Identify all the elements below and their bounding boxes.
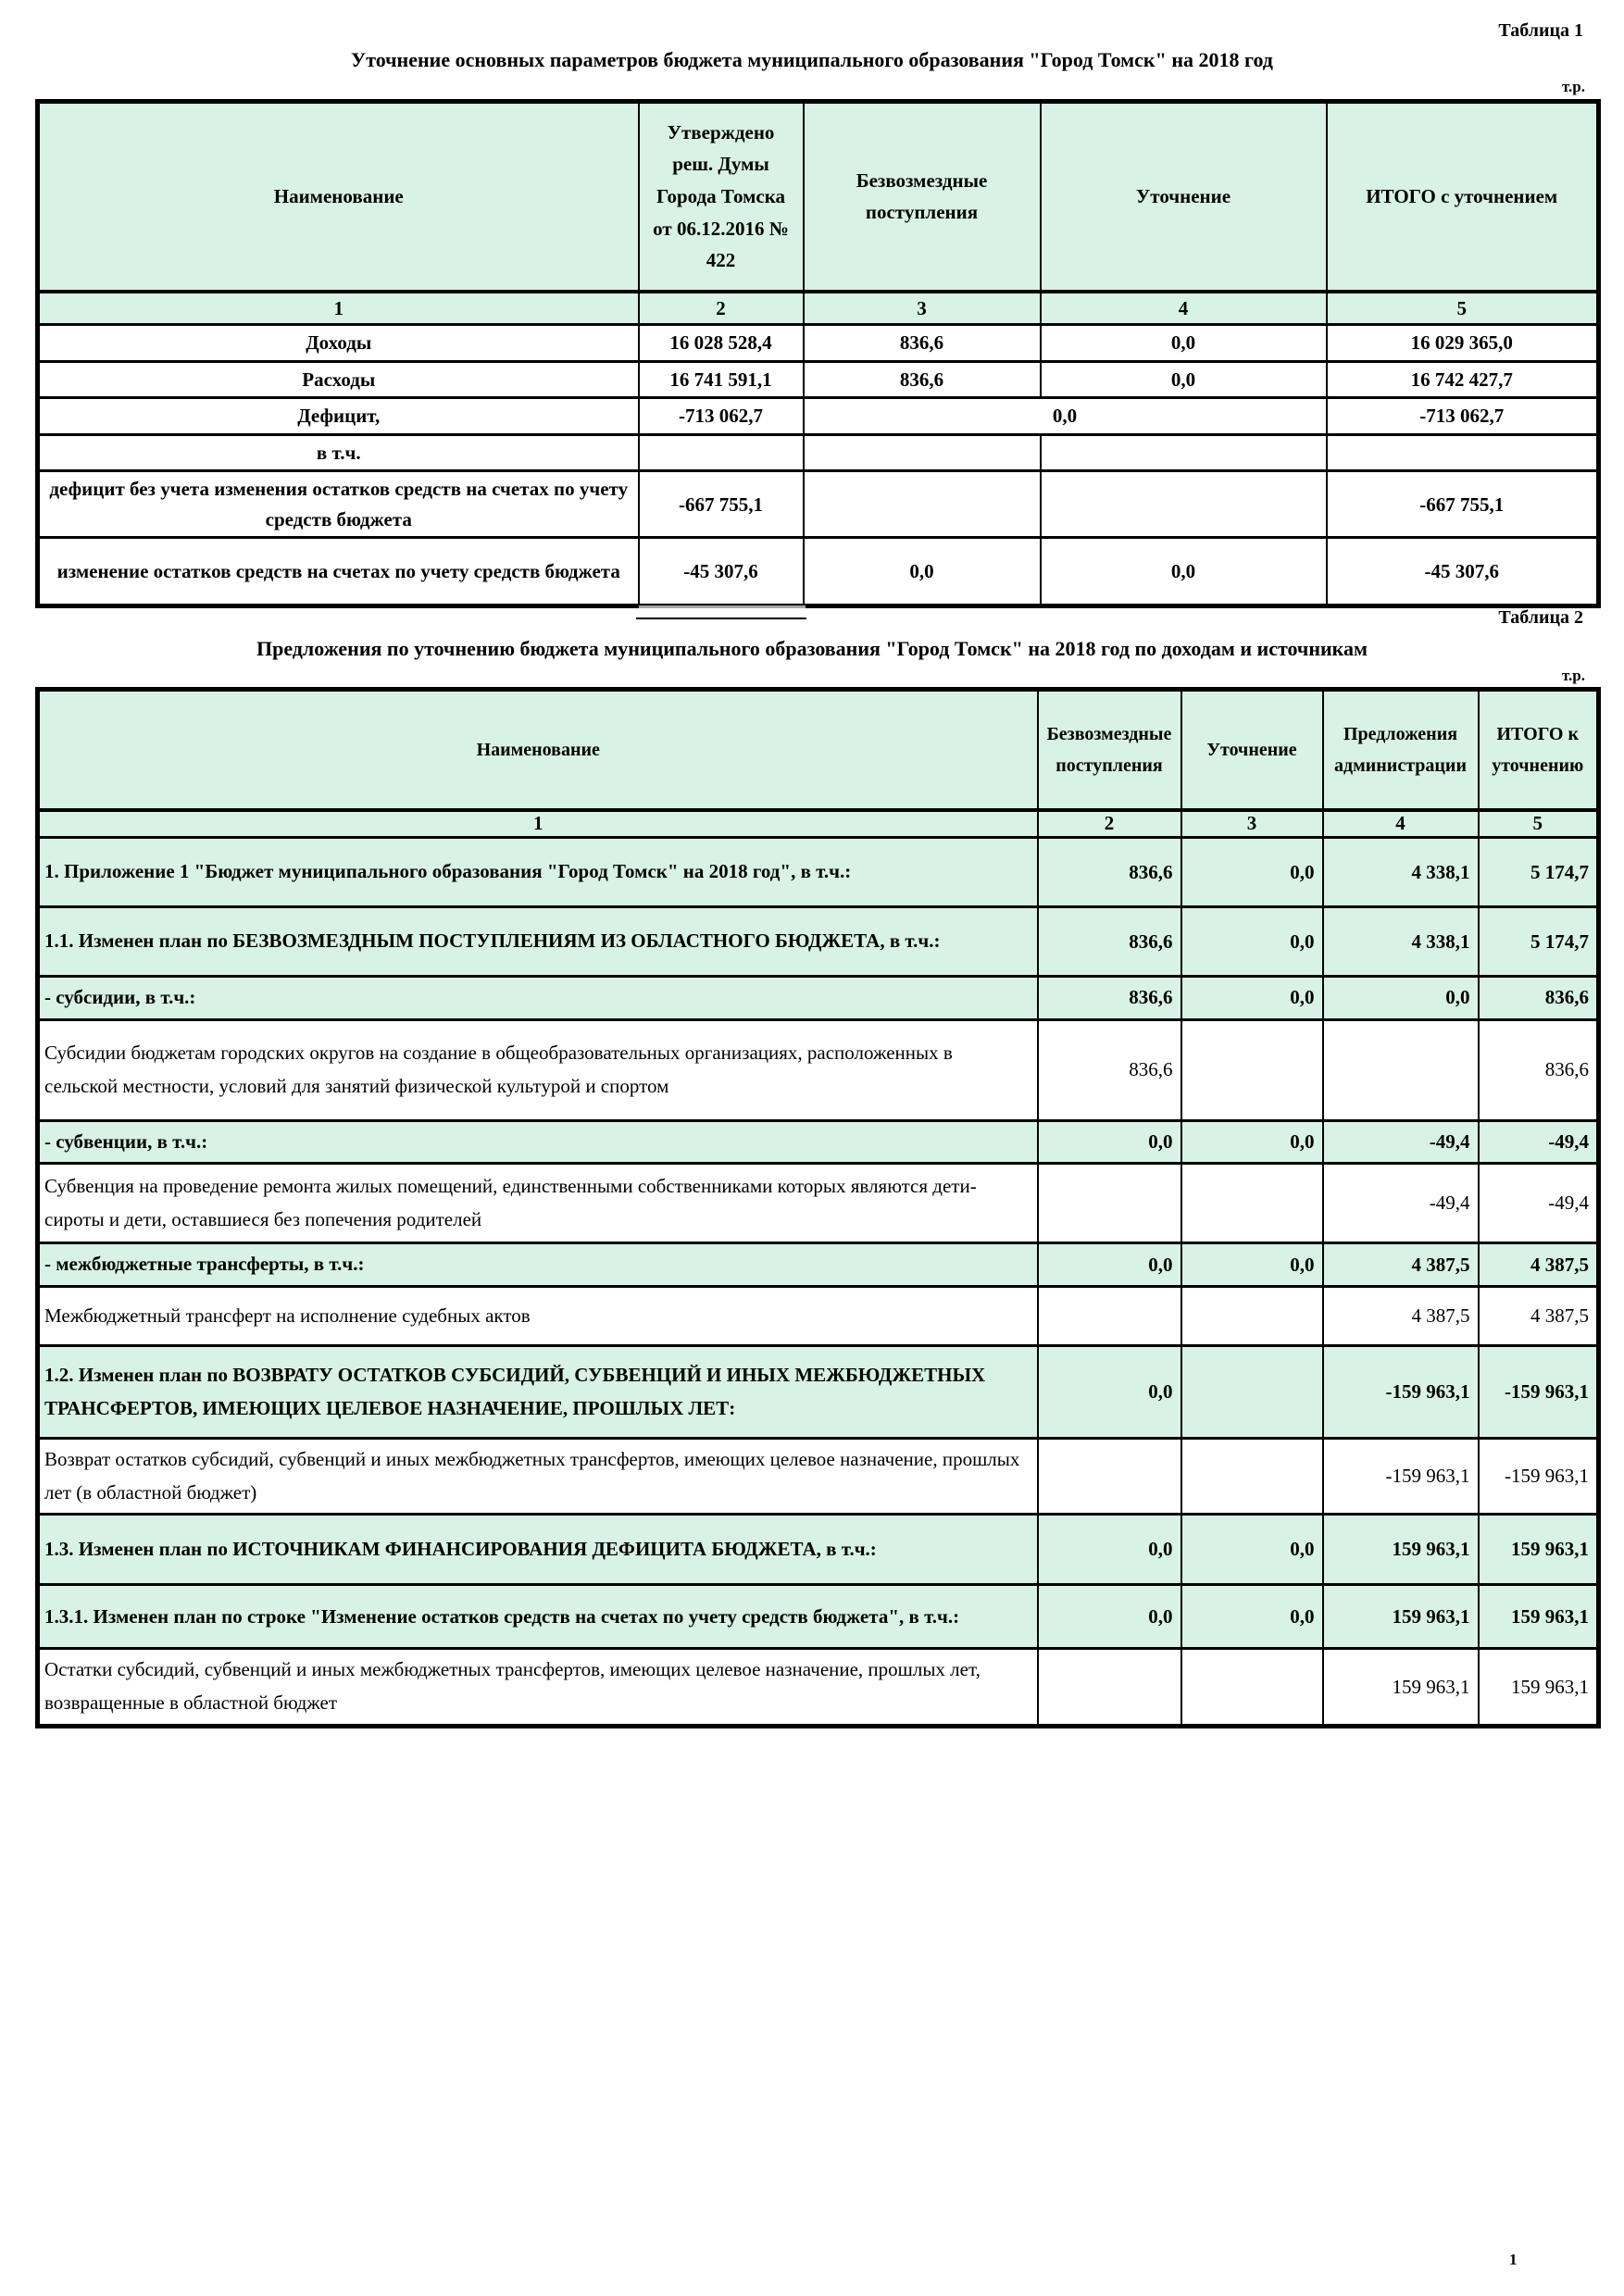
table1-header-cell: Безвозмездные поступления [804,102,1041,292]
table1-value-cell: 0,0 [804,398,1327,435]
table2-value-cell [1181,1439,1323,1515]
table2-name-cell: Остатки субсидий, субвенций и иных межбюджетных трансфертов, имеющих целевое назначение, прошлых лет, возвращенные в областной бюджет [38,1649,1038,1726]
table2-value-cell [1181,1164,1323,1243]
table2-header-cell: Наименование [38,690,1038,810]
table1-value-cell: -713 062,7 [639,398,804,435]
table2-value-cell: 159 963,1 [1479,1649,1599,1726]
table2-value-cell: 0,0 [1038,1346,1181,1439]
table1-value-cell: 0,0 [804,538,1041,606]
table2-name-cell: Возврат остатков субсидий, субвенций и иных межбюджетных трансфертов, имеющих целевое назначение, прошлых лет (в областной бюджет) [38,1439,1038,1515]
table2-value-cell: 4 387,5 [1479,1243,1599,1287]
table2-row [38,907,1599,977]
table2-value-cell: 0,0 [1181,977,1323,1020]
table1-value-cell: -667 755,1 [1327,471,1599,538]
table1-underline-gray [639,605,806,608]
table2-header-cell: Предложения администрации [1323,690,1479,810]
table1-row [38,538,1599,606]
table2-value-cell: 0,0 [1323,977,1479,1020]
table1-row [38,471,1599,538]
table1-value-cell: 16 741 591,1 [639,361,804,398]
table2-column-number-cell: 5 [1479,810,1599,838]
table1-row [38,325,1599,362]
table2-row [38,1649,1599,1726]
table2-value-cell: 5 174,7 [1479,907,1599,977]
table2-value-cell [1038,1649,1181,1726]
table2-value-cell: 4 387,5 [1323,1287,1479,1346]
table2-name-cell: Субвенция на проведение ремонта жилых помещений, единственными собственниками которых являются дети-сироты и дети, оставшиеся без попечения родителей [38,1164,1038,1243]
table2-value-cell: 836,6 [1038,1019,1181,1120]
table1-value-cell [639,434,804,471]
table2-name-cell: 1. Приложение 1 "Бюджет муниципального образования "Город Томск" на 2018 год", в т.ч.: [38,838,1038,907]
table1-value-cell: 0,0 [1041,361,1327,398]
table2-value-cell [1038,1287,1181,1346]
table1-value-cell: -45 307,6 [1327,538,1599,606]
table2-header-cell: ИТОГО к уточнению [1479,690,1599,810]
table2-title: Предложения по уточнению бюджета муниципального образования "Город Томск" на 2018 год по доходам и источникам [256,637,1368,660]
table2-value-cell: 0,0 [1181,907,1323,977]
table2-name-cell: 1.1. Изменен план по БЕЗВОЗМЕЗДНЫМ ПОСТУПЛЕНИЯМ ИЗ ОБЛАСТНОГО БЮДЖЕТА, в т.ч.: [38,907,1038,977]
table2-value-cell: 0,0 [1038,1243,1181,1287]
table2-value-cell: 0,0 [1038,1515,1181,1585]
table2-value-cell [1181,1019,1323,1120]
table2-value-cell: 0,0 [1181,1243,1323,1287]
table1-value-cell [1327,434,1599,471]
table1-caption: Таблица 1 [1498,20,1583,41]
table2-value-cell: 0,0 [1038,1585,1181,1649]
table1-header-row [38,102,1599,292]
table2-value-cell: 0,0 [1038,1120,1181,1164]
table2-value-cell: -49,4 [1323,1164,1479,1243]
table1-name-cell: изменение остатков средств на счетах по учету средств бюджета [38,538,639,606]
table1-value-cell: -713 062,7 [1327,398,1599,435]
table1-row [38,398,1599,435]
table2-value-cell [1181,1649,1323,1726]
table1-value-cell: 836,6 [804,325,1041,362]
table2 [35,687,1601,1728]
page-number: 1 [1509,2251,1518,2268]
table2-name-cell: Субсидии бюджетам городских округов на создание в общеобразовательных организациях, расположенных в сельской местности, условий для занятий физической культурой и спортом [38,1019,1038,1120]
table2-value-cell: 159 963,1 [1479,1585,1599,1649]
table1-name-cell: Расходы [38,361,639,398]
table2-name-cell: - межбюджетные трансферты, в т.ч.: [38,1243,1038,1287]
table2-header-row [38,690,1599,810]
table1-name-cell: дефицит без учета изменения остатков средств на счетах по учету средств бюджета [38,471,639,538]
table2-value-cell: 159 963,1 [1479,1515,1599,1585]
table2-value-cell: 159 963,1 [1323,1585,1479,1649]
table1-header-cell: Наименование [38,102,639,292]
table2-value-cell [1038,1439,1181,1515]
table1 [35,99,1601,608]
table2-value-cell [1181,1287,1323,1346]
table1-header-cell: Уточнение [1041,102,1327,292]
table2-value-cell: -159 963,1 [1323,1346,1479,1439]
table2-row [38,838,1599,907]
table2-name-cell: 1.3. Изменен план по ИСТОЧНИКАМ ФИНАНСИРОВАНИЯ ДЕФИЦИТА БЮДЖЕТА, в т.ч.: [38,1515,1038,1585]
table2-value-cell: -49,4 [1479,1120,1599,1164]
table1-title: Уточнение основных параметров бюджета муниципального образования "Город Томск" на 2018 год [351,48,1273,71]
table2-row [38,977,1599,1020]
table2-value-cell: 4 338,1 [1323,838,1479,907]
table1-name-cell: Дефицит, [38,398,639,435]
table2-row [38,1243,1599,1287]
table1-underline [636,618,806,619]
table2-name-cell: 1.3.1. Изменен план по строке "Изменение остатков средств на счетах по учету средств бюджета", в т.ч.: [38,1585,1038,1649]
table1-value-cell [1041,471,1327,538]
table2-value-cell: 0,0 [1181,1585,1323,1649]
table2-name-cell: - субвенции, в т.ч.: [38,1120,1038,1164]
table2-value-cell: 836,6 [1038,838,1181,907]
table2-value-cell: 836,6 [1038,977,1181,1020]
table2-row [38,1585,1599,1649]
table1-column-number-cell: 3 [804,292,1041,325]
table2-row [38,1346,1599,1439]
table2-value-cell: 4 387,5 [1323,1243,1479,1287]
table2-name-cell: Межбюджетный трансферт на исполнение судебных актов [38,1287,1038,1346]
table1-row [38,434,1599,471]
table2-value-cell: 4 387,5 [1479,1287,1599,1346]
table2-value-cell: 159 963,1 [1323,1515,1479,1585]
table1-value-cell: -667 755,1 [639,471,804,538]
table2-value-cell: 836,6 [1479,977,1599,1020]
table1-value-cell: 0,0 [1041,325,1327,362]
table1-header-cell: Утверждено реш. Думы Города Томска от 06.12.2016 № 422 [639,102,804,292]
table2-row [38,1439,1599,1515]
table2-value-cell: -159 963,1 [1479,1346,1599,1439]
table1-name-cell: в т.ч. [38,434,639,471]
table2-row [38,1019,1599,1120]
table2-value-cell: -159 963,1 [1479,1439,1599,1515]
table1-value-cell: 0,0 [1041,538,1327,606]
table2-value-cell [1038,1164,1181,1243]
table2-name-cell: 1.2. Изменен план по ВОЗВРАТУ ОСТАТКОВ СУБСИДИЙ, СУБВЕНЦИЙ И ИНЫХ МЕЖБЮДЖЕТНЫХ ТРАНСФЕРТОВ, ИМЕЮЩИХ ЦЕЛЕВОЕ НАЗНАЧЕНИЕ, ПРОШЛЫХ ЛЕТ: [38,1346,1038,1439]
table1-value-cell: 836,6 [804,361,1041,398]
table2-name-cell: - субсидии, в т.ч.: [38,977,1038,1020]
table1-value-cell [804,434,1041,471]
table1-column-number-cell: 2 [639,292,804,325]
table1-row [38,361,1599,398]
table1-column-number-cell: 1 [38,292,639,325]
table2-column-number-cell: 2 [1038,810,1181,838]
table2-unit-label: т.р. [1561,667,1585,684]
table2-value-cell [1323,1019,1479,1120]
table2-value-cell: 0,0 [1181,838,1323,907]
table1-value-cell: -45 307,6 [639,538,804,606]
table2-header-cell: Безвозмездные поступления [1038,690,1181,810]
table1-column-numbers-row [38,292,1599,325]
table2-row [38,1164,1599,1243]
table2-value-cell: 0,0 [1181,1515,1323,1585]
table1-column-number-cell: 5 [1327,292,1599,325]
table2-value-cell: -49,4 [1479,1164,1599,1243]
table1-value-cell: 16 029 365,0 [1327,325,1599,362]
table2-value-cell: -49,4 [1323,1120,1479,1164]
table2-value-cell: 159 963,1 [1323,1649,1479,1726]
table2-value-cell: 5 174,7 [1479,838,1599,907]
table1-value-cell [804,471,1041,538]
table2-column-number-cell: 4 [1323,810,1479,838]
table2-header-cell: Уточнение [1181,690,1323,810]
table1-name-cell: Доходы [38,325,639,362]
table2-value-cell: 836,6 [1479,1019,1599,1120]
table2-value-cell: -159 963,1 [1323,1439,1479,1515]
table2-column-numbers-row [38,810,1599,838]
table2-value-cell: 836,6 [1038,907,1181,977]
table1-unit-label: т.р. [1561,78,1585,95]
table2-row [38,1287,1599,1346]
table2-value-cell: 4 338,1 [1323,907,1479,977]
table2-caption: Таблица 2 [1498,607,1583,628]
table1-column-number-cell: 4 [1041,292,1327,325]
table2-column-number-cell: 3 [1181,810,1323,838]
table2-value-cell [1181,1346,1323,1439]
table2-row [38,1515,1599,1585]
table2-column-number-cell: 1 [38,810,1038,838]
table1-header-cell: ИТОГО с уточнением [1327,102,1599,292]
table2-value-cell: 0,0 [1181,1120,1323,1164]
table1-value-cell: 16 742 427,7 [1327,361,1599,398]
table2-row [38,1120,1599,1164]
table1-value-cell: 16 028 528,4 [639,325,804,362]
table1-value-cell [1041,434,1327,471]
